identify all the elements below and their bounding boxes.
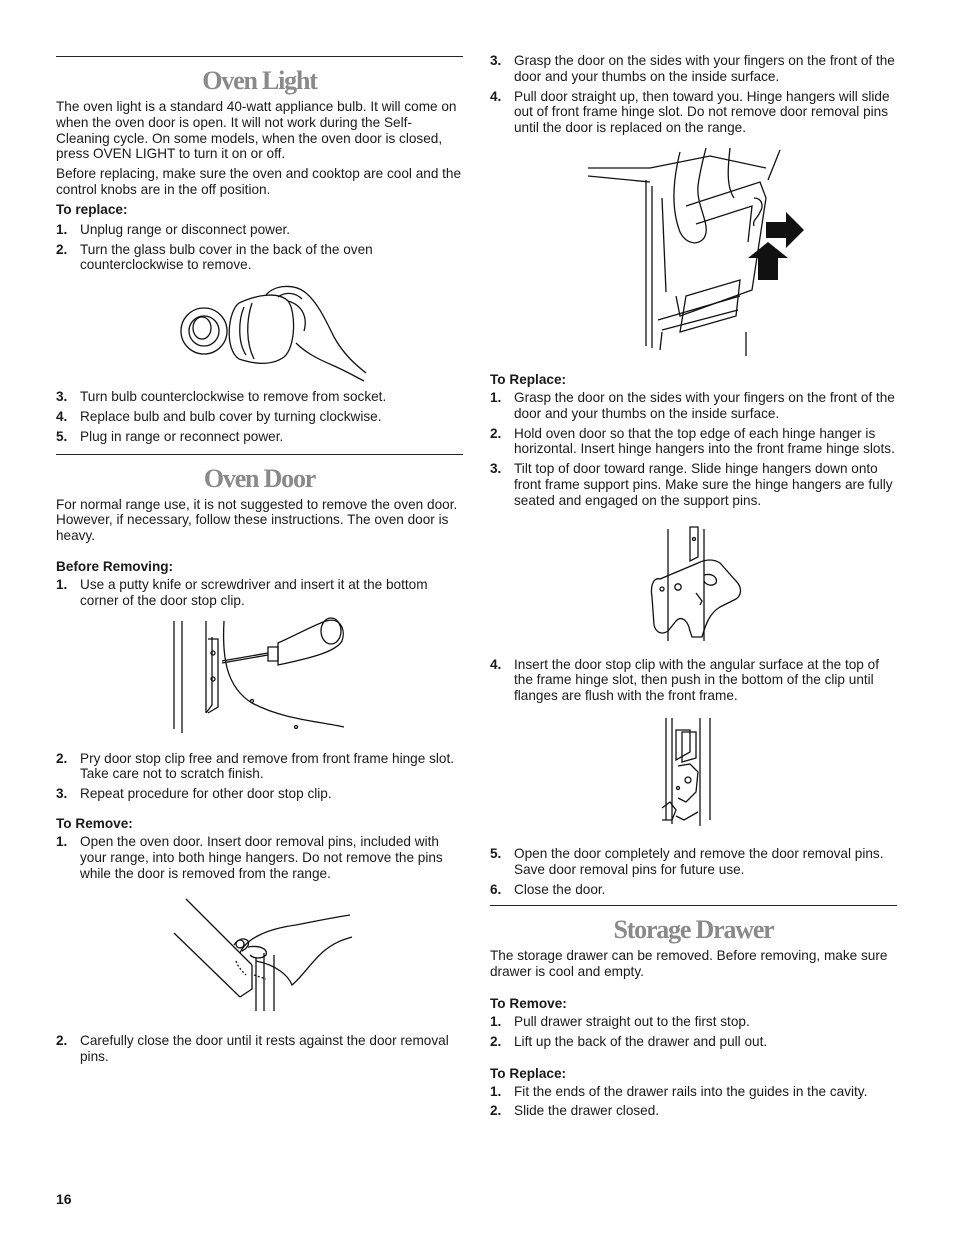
to-remove-label: To Remove: <box>490 995 567 1011</box>
bulb-cover-illustration <box>56 281 463 383</box>
step-text: Grasp the door on the sides with your fingers on the front of the door and your thumbs on the inside surface. <box>514 53 895 84</box>
list-item <box>490 1014 897 1030</box>
hinge-hanger-illustration <box>490 525 897 643</box>
list-item <box>56 1033 463 1065</box>
step-text: Pull drawer straight out to the first stop. <box>514 1013 750 1029</box>
step-number: 4. <box>56 408 68 424</box>
to-replace-label: To Replace: <box>490 371 567 387</box>
step-text: Turn the glass bulb cover in the back of the oven counterclockwise to remove. <box>80 241 373 273</box>
step-number: 1. <box>490 1083 502 1099</box>
step-number: 2. <box>490 1033 502 1049</box>
door-removal-pins-illustration <box>56 897 463 1015</box>
step-text: Hold oven door so that the top edge of each hinge hanger is horizontal. Insert hinge hangers into the front frame hinge slots. <box>514 425 895 457</box>
list-item <box>490 1084 897 1100</box>
drawer-remove-steps <box>490 1014 897 1050</box>
to-remove-label: To Remove: <box>56 815 133 831</box>
to-replace-steps-b <box>490 657 897 704</box>
step-text: Use a putty knife or screwdriver and insert it at the bottom corner of the door stop clip. <box>80 576 428 608</box>
drawer-replace-steps <box>490 1084 897 1120</box>
list-item <box>490 1034 897 1050</box>
oven-light-title: Oven Light <box>202 66 317 95</box>
before-removing-steps-b <box>56 751 463 802</box>
to-remove-steps-b <box>56 1033 463 1065</box>
list-item <box>490 1103 897 1119</box>
list-item <box>490 426 897 458</box>
to-replace-label: To replace: <box>56 201 128 217</box>
step-text: Open the door completely and remove the door removal pins. Save door removal pins for future use. <box>514 845 884 877</box>
step-text: Unplug range or disconnect power. <box>80 221 291 237</box>
step-number: 3. <box>490 461 502 477</box>
step-text: Fit the ends of the drawer rails into the guides in the cavity. <box>514 1083 868 1099</box>
step-text: Turn bulb counterclockwise to remove from socket. <box>80 389 387 405</box>
list-item <box>490 390 897 422</box>
step-number: 5. <box>490 845 502 861</box>
step-number: 2. <box>490 1103 502 1119</box>
to-replace-label: To Replace: <box>490 1065 567 1081</box>
before-removing-label: Before Removing: <box>56 558 174 574</box>
step-number: 1. <box>56 576 68 592</box>
list-item <box>490 89 897 136</box>
step-number: 2. <box>56 1033 68 1049</box>
step-text: Pry door stop clip free and remove from front frame hinge slot. Take care not to scratch finish. <box>80 750 454 782</box>
right-column <box>490 0 897 1119</box>
list-item <box>490 657 897 704</box>
to-remove-steps-c <box>490 53 897 136</box>
step-text: Lift up the back of the drawer and pull out. <box>514 1033 768 1049</box>
to-remove-steps-a <box>56 834 463 881</box>
oven-light-before: Before replacing, make sure the oven and cooktop are cool and the control knobs are in the off position. <box>56 166 462 197</box>
page-number: 16 <box>56 1191 72 1207</box>
to-replace-steps-c <box>490 846 897 897</box>
list-item <box>490 846 897 878</box>
oven-light-steps-b <box>56 389 463 444</box>
step-number: 2. <box>490 425 502 441</box>
list-item <box>56 409 463 425</box>
list-item <box>56 751 463 783</box>
door-stop-clip-illustration <box>490 716 897 828</box>
step-number: 4. <box>490 656 502 672</box>
before-removing-steps-a <box>56 577 463 609</box>
step-text: Insert the door stop clip with the angular surface at the top of the frame hinge slot, then push in the bottom of the clip until flanges are flush with the front frame. <box>514 656 879 704</box>
list-item <box>56 429 463 445</box>
step-text: Pull door straight up, then toward you. Hinge hangers will slide out of front frame hinge slot. Do not remove door removal pins until the door is replaced on the range. <box>514 88 890 136</box>
step-number: 1. <box>490 1013 502 1029</box>
step-number: 4. <box>490 88 502 104</box>
list-item <box>56 834 463 881</box>
list-item <box>56 577 463 609</box>
step-text: Open the oven door. Insert door removal pins, included with your range, into both hinge hangers. Do not remove the pins while the door is removed from the range. <box>80 833 443 881</box>
oven-light-steps-a <box>56 222 463 273</box>
step-text: Grasp the door on the sides with your fingers on the front of the door and your thumbs on the inside surface. <box>514 389 895 421</box>
list-item <box>490 461 897 508</box>
list-item <box>56 389 463 405</box>
section-rule <box>490 905 897 906</box>
storage-drawer-title: Storage Drawer <box>613 915 774 945</box>
step-text: Close the door. <box>514 881 606 897</box>
step-number: 6. <box>490 881 502 897</box>
list-item <box>56 222 463 238</box>
step-text: Carefully close the door until it rests against the door removal pins. <box>80 1033 449 1065</box>
oven-door-intro: For normal range use, it is not suggested to remove the oven door. However, if necessary, follow these instructions. The oven door is heavy. <box>56 496 458 544</box>
oven-door-title: Oven Door <box>203 463 316 493</box>
to-replace-steps-a <box>490 390 897 509</box>
step-text: Tilt top of door toward range. Slide hinge hangers down onto front frame support pins. Make sure the hinge hangers are fully seated and engaged on the support pins. <box>514 461 893 508</box>
section-rule <box>56 454 463 455</box>
list-item <box>490 882 897 898</box>
step-number: 5. <box>56 428 68 444</box>
step-number: 2. <box>56 750 68 766</box>
arrow-right-icon <box>766 212 804 248</box>
step-number: 2. <box>56 241 68 257</box>
left-column <box>56 0 463 1065</box>
section-rule <box>56 56 463 57</box>
oven-light-intro: The oven light is a standard 40-watt appliance bulb. It will come on when the oven door is open. It will not work during the Self-Cleaning cycle. On some models, when the oven door is closed, press OVEN LIGHT to turn it on or off. <box>56 99 457 162</box>
step-text: Plug in range or reconnect power. <box>80 428 284 444</box>
step-number: 1. <box>56 221 68 237</box>
step-number: 3. <box>490 53 502 68</box>
step-text: Replace bulb and bulb cover by turning clockwise. <box>80 408 382 424</box>
putty-knife-illustration <box>56 617 463 739</box>
step-number: 3. <box>56 786 68 802</box>
step-text: Repeat procedure for other door stop clip. <box>80 786 332 802</box>
step-number: 3. <box>56 389 68 405</box>
list-item <box>56 242 463 274</box>
list-item <box>56 786 463 802</box>
step-number: 1. <box>490 389 502 405</box>
list-item <box>490 53 897 85</box>
storage-drawer-intro: The storage drawer can be removed. Before removing, make sure drawer is cool and empty. <box>490 948 888 980</box>
step-text: Slide the drawer closed. <box>514 1103 660 1119</box>
step-number: 1. <box>56 833 68 849</box>
lift-door-illustration <box>490 146 897 360</box>
